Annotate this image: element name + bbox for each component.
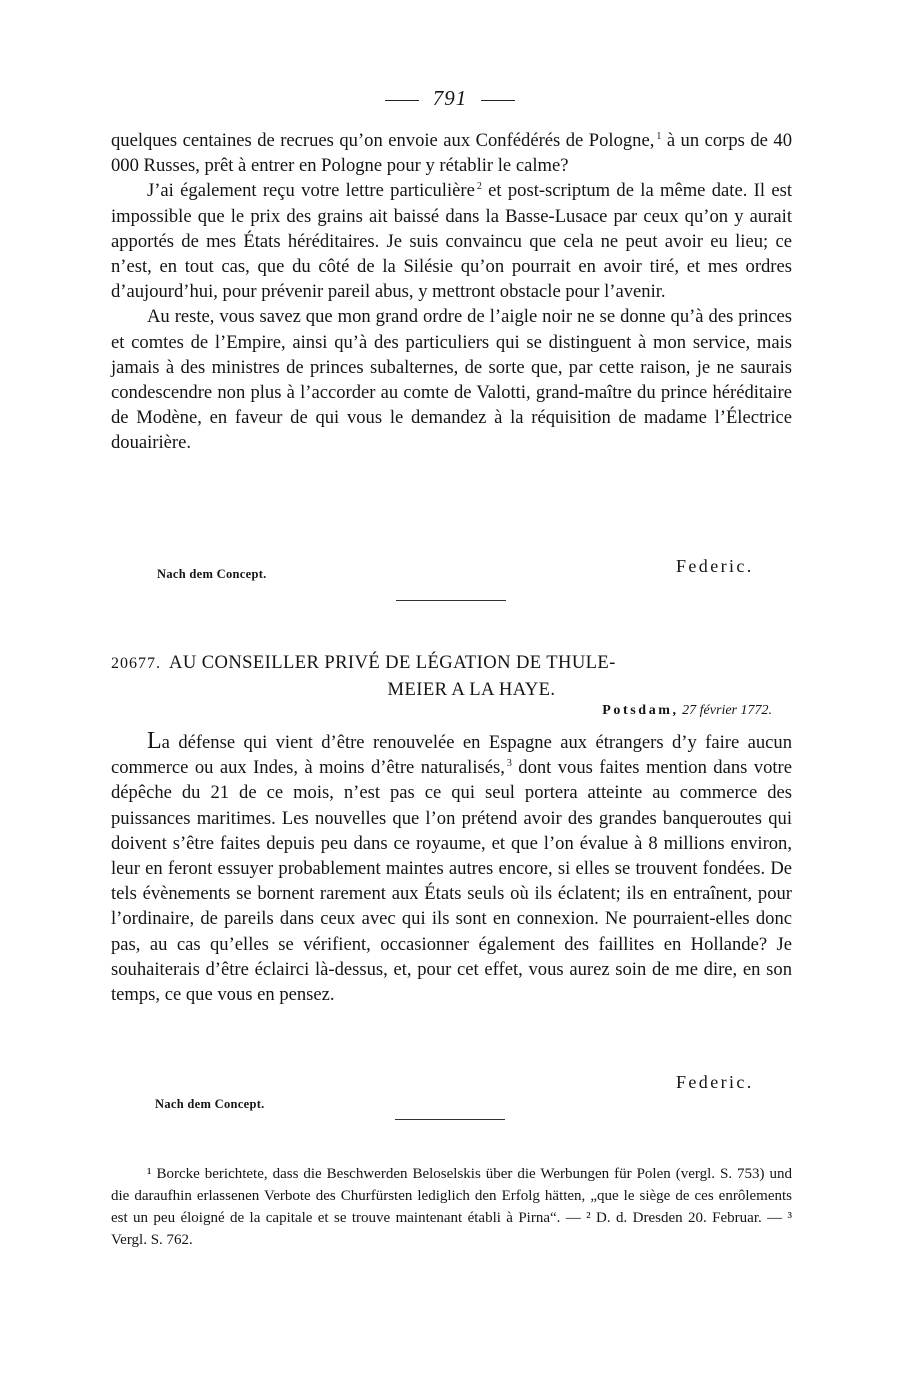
page-number-left-dash [385,100,419,101]
paragraph-1-continuation: à un corps de 40 000 Russes, prêt à entrer en Pologne pour y rétablir le calme? [111,130,792,177]
letter-paragraph [111,729,792,1007]
footnotes [111,1163,792,1251]
letter-heading-line-1: AU CONSEILLER PRIVÉ DE LÉGATION DE THULE- [169,652,616,673]
paragraph-2-continuation: et post-scriptum de la même date. Il est impossible que le prix des grains ait baissé dans la Basse-Lusace par ceux qu’on y aurait apportés de mes États héréditaires. Je suis convaincu que cela ne peut avoir eu lieu; ce n’est, en tout cas, que du côté de la Silésie qu’on pourrait en avoir tiré, et mes ordres d’aujourd’hui, pour prévenir pareil abus, y mettront obstacle pour l’avenir. [111,180,792,303]
letter-body-text: a défense qui vient d’être renouvelée en Espagne aux étrangers d’y faire aucun commerce ou aux Indes, à moins d’être naturalisés, [111,732,792,779]
footnote-marker-2: 2 [476,181,482,193]
previous-letter-signature: Federic. [676,556,754,576]
previous-letter-paragraph-3: Au reste, vous savez que mon grand ordre de l’aigle noir ne se donne qu’à des princes et comtes de l’Empire, ainsi qu’à des particuliers qui se distinguent à mon service, mais jamais à des ministres de princes subalternes, de sorte que, par cette raison, je ne saurais condescendre non plus à l’accorder au comte de Valotti, grand-maître du prince héréditaire de Modène, en faveur de qui vous le demandez à la réquisition de madame l’Électrice douairière. [111,306,792,454]
letter-number: 20677. [111,655,161,672]
letter-signature: Federic. [676,1072,754,1092]
previous-letter-body [111,128,792,456]
footnote-marker-1: 1 [656,130,662,142]
letter-heading [111,650,792,703]
previous-letter-source-note: Nach dem Concept. [157,567,267,581]
page-number [0,86,900,111]
letter-body [111,729,792,1007]
paragraph-1-text: quelques centaines de recrues qu’on envoie aux Confédérés de Pologne, [111,130,655,151]
drop-cap: L [147,728,162,754]
footnote-separator [395,1119,505,1120]
letter-heading-line-2: MEIER A LA HAYE. [387,679,556,700]
page-number-value: 791 [432,86,468,110]
footnote-marker-3: 3 [506,758,512,770]
dateline-date: 27 février 1772. [682,703,772,718]
section-separator [396,600,506,601]
letter-body-continuation: dont vous faites mention dans votre dépêche du 21 de ce mois, n’est pas ce qui seul portera atteinte au commerce des puissances maritimes. Les nouvelles que l’on prétend avoir des grandes banqueroutes qui doivent s’être faites depuis peu dans ce royaume, et que l’on évalue à 8 millions environ, leur en feront essuyer probablement maintes autres encore, si elles se trouvent fondées. De tels évènements se bornent rarement aux États seuls où ils éclatent; ils en entraînent, pour l’ordinaire, de pareils dans ceux avec qui ils sont en connexion. Ne pourraient-elles donc pas, au cas qu’elles se vérifient, occasionner également des faillites en Hollande? Je souhaiterais d’être éclairci là-dessus, et, pour cet effet, vous aurez soin de me dire, en son temps, ce que vous en pensez. [111,757,792,1006]
previous-letter-paragraph-2 [111,178,792,304]
paragraph-2-text: J’ai également reçu votre lettre particulière [147,180,475,202]
letter-source-note: Nach dem Concept. [155,1097,265,1111]
footnote-text: ¹ Borcke berichtete, dass die Beschwerden Beloselskis über die Werbungen für Polen (vergl. S. 753) und die daraufhin erlassenen Verbote des Churfürsten lediglich den Erfolg hätten, „que le siège de ces enrôlements est un peu éloigné de la capitale et se trouve maintenant établi à Pirna“. — ² D. d. Dresden 20. Februar. — ³ Vergl. S. 762. [111,1166,792,1248]
page-number-right-dash [481,100,515,101]
previous-letter-paragraph-1 [111,128,792,178]
letter-dateline [602,703,772,719]
dateline-place: Potsdam, [602,703,679,718]
